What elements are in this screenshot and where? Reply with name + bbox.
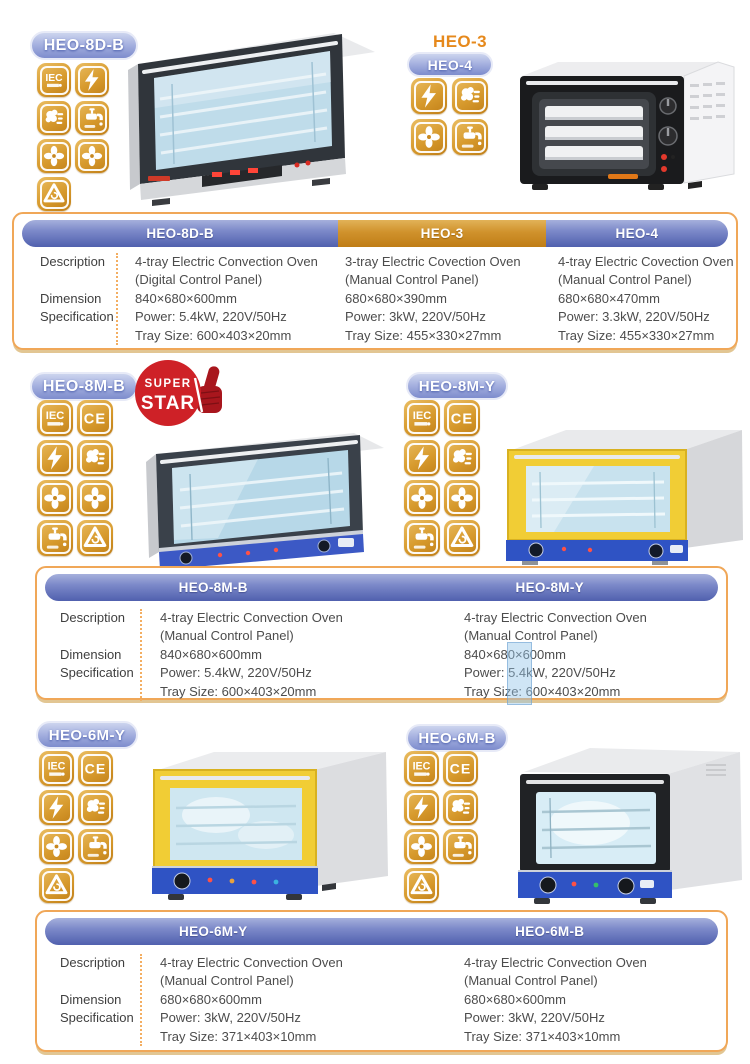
swirl-icon [77, 520, 113, 556]
dimension-value: 680×680×390mm [345, 290, 447, 306]
ce-icon [78, 751, 113, 786]
ce-icon [443, 751, 478, 786]
swirl-icon [37, 177, 71, 211]
table-header-heo-8m-b: HEO-8M-B [45, 574, 382, 601]
model-badge-heo-8m-b [30, 372, 138, 401]
svg-text:CE: CE [450, 411, 474, 428]
steam-icon [452, 78, 488, 114]
super-star-badge [133, 356, 229, 430]
power-spec: Power: 5.4kW, 220V/50Hz [464, 665, 616, 681]
iec-icon [39, 751, 74, 786]
description-line-1: 4-tray Electric Convection Oven [135, 254, 318, 269]
spec-table-3 [35, 910, 728, 1052]
fan-icon [75, 139, 109, 173]
spec-column-heo-6m-y [142, 954, 464, 1046]
model-label-heo-3: HEO-3 [433, 32, 487, 51]
tray-size-spec: Tray Size: 371×403×10mm [464, 1028, 621, 1044]
spec-column-heo-6m-b [464, 954, 726, 1046]
oven-photo-heo-8m-b [128, 426, 390, 572]
spec-column-heo-4 [558, 253, 736, 345]
dimension-value: 840×680×600mm [160, 646, 262, 662]
table-header-heo-8m-y: HEO-8M-Y [382, 574, 719, 601]
tray-size-spec: Tray Size: 600×403×20mm [135, 327, 292, 343]
spec-table-2 [35, 566, 728, 700]
swirl-icon [404, 868, 439, 903]
spec-column-heo-3 [345, 253, 558, 345]
oven-photo-heo-3-4 [512, 54, 744, 194]
model-badge-label: HEO-8M-B [42, 377, 126, 395]
swirl-icon [39, 868, 74, 903]
table-header-heo-6m-b: HEO-6M-B [382, 918, 719, 945]
svg-text:CE: CE [449, 760, 472, 777]
table-header-heo-8d-b: HEO-8D-B [22, 220, 338, 247]
tray-size-spec: Tray Size: 455×330×27mm [345, 327, 502, 343]
model-badge-heo-6m-y [36, 721, 138, 749]
svg-text:CE: CE [84, 760, 107, 777]
tray-size-spec: Tray Size: 600×403×20mm [464, 683, 621, 699]
svg-text:IEC: IEC [45, 73, 63, 85]
model-badge-heo-6m-b [406, 724, 508, 752]
spec-column-heo-8m-y [464, 609, 726, 701]
fan-icon [37, 139, 71, 173]
certification-icons-heo-8d-b [37, 63, 109, 211]
steam-icon [37, 101, 71, 135]
svg-text:IEC: IEC [45, 410, 65, 423]
fan-icon [404, 829, 439, 864]
description-line-2: (Digital Control Panel) [135, 272, 263, 288]
fan-icon [37, 480, 73, 516]
fan-icon [444, 480, 480, 516]
lightning-icon [75, 63, 109, 97]
oven-photo-heo-8d-b [112, 24, 390, 206]
faucet-icon [452, 119, 488, 155]
oven-photo-heo-8m-y [494, 420, 744, 566]
row-label-specification: Specification [60, 1010, 134, 1026]
iec-icon [404, 400, 440, 436]
row-label-description: Description [60, 610, 126, 625]
power-spec: Power: 3kW, 220V/50Hz [160, 1010, 301, 1026]
svg-text:IEC: IEC [412, 410, 432, 423]
certification-icons-heo-8m-b [37, 400, 113, 556]
model-badge-heo-4 [407, 52, 493, 77]
table-header-heo-3: HEO-3 [338, 220, 546, 247]
table-header-heo-6m-y: HEO-6M-Y [45, 918, 382, 945]
faucet-icon [75, 101, 109, 135]
iec-icon [37, 63, 71, 97]
description-line-2: (Manual Control Panel) [160, 973, 294, 989]
fan-icon [77, 480, 113, 516]
oven-photo-heo-6m-b [510, 738, 745, 906]
spec-table-3-header [45, 918, 718, 945]
description-line-1: 4-tray Electric Covection Oven [558, 254, 734, 269]
svg-text:SUPER: SUPER [144, 378, 192, 390]
power-spec: Power: 3kW, 220V/50Hz [464, 1010, 605, 1026]
model-badge-label: HEO-8D-B [43, 36, 125, 54]
description-line-2: (Manual Control Panel) [160, 628, 294, 644]
iec-icon [37, 400, 73, 436]
model-badge-label: HEO-6M-B [418, 729, 496, 747]
lightning-icon [39, 790, 74, 825]
tray-size-spec: Tray Size: 455×330×27mm [558, 327, 715, 343]
svg-text:CE: CE [83, 411, 107, 428]
certification-icons-heo-3-4 [411, 78, 488, 155]
row-labels [40, 253, 118, 345]
description-line-1: 4-tray Electric Convection Oven [160, 955, 343, 970]
lightning-icon [404, 790, 439, 825]
steam-icon [443, 790, 478, 825]
row-label-specification: Specification [40, 309, 114, 325]
description-line-2: (Manual Control Panel) [464, 628, 598, 644]
lightning-icon [411, 78, 447, 114]
lightning-icon [404, 440, 440, 476]
text-selection-highlight [507, 642, 532, 705]
description-line-1: 4-tray Electric Convection Oven [160, 610, 343, 625]
row-label-dimension: Dimension [60, 991, 122, 1007]
power-spec: Power: 5.4kW, 220V/50Hz [160, 665, 312, 681]
dimension-value: 680×680×470mm [558, 290, 660, 306]
row-label-description: Description [60, 955, 126, 970]
description-line-2: (Manual Control Panel) [558, 272, 692, 288]
description-line-1: 4-tray Electric Convection Oven [464, 610, 647, 625]
fan-icon [404, 480, 440, 516]
steam-icon [78, 790, 113, 825]
tray-size-spec: Tray Size: 600×403×20mm [160, 683, 317, 699]
faucet-icon [78, 829, 113, 864]
dimension-value: 680×680×600mm [160, 991, 262, 1007]
ce-icon [444, 400, 480, 436]
model-badge-heo-8m-y [406, 372, 508, 400]
power-spec: Power: 3.3kW, 220V/50Hz [558, 309, 710, 325]
row-label-dimension: Dimension [60, 646, 122, 662]
spec-column-heo-8d-b [118, 253, 345, 345]
certification-icons-heo-6m-y [39, 751, 113, 903]
steam-icon [77, 440, 113, 476]
description-line-2: (Manual Control Panel) [464, 973, 598, 989]
oven-photo-heo-6m-y [146, 740, 391, 905]
row-label-dimension: Dimension [40, 290, 102, 306]
swirl-icon [444, 520, 480, 556]
description-line-1: 3-tray Electric Covection Oven [345, 254, 521, 269]
svg-text:IEC: IEC [412, 760, 431, 773]
certification-icons-heo-8m-y [404, 400, 480, 556]
model-badge-label: HEO-6M-Y [48, 726, 126, 744]
ce-icon [77, 400, 113, 436]
table-header-heo-4: HEO-4 [546, 220, 728, 247]
model-badge-label: HEO-4 [427, 56, 473, 73]
faucet-icon [37, 520, 73, 556]
row-label-description: Description [40, 254, 106, 269]
power-spec: Power: 5.4kW, 220V/50Hz [135, 309, 287, 325]
row-label-specification: Specification [60, 665, 134, 681]
dimension-value: 840×680×600mm [464, 646, 566, 662]
spec-table-1 [12, 212, 738, 350]
fan-icon [411, 119, 447, 155]
row-labels [60, 954, 142, 1046]
spec-column-heo-8m-b [142, 609, 464, 701]
faucet-icon [404, 520, 440, 556]
description-line-1: 4-tray Electric Convection Oven [464, 955, 647, 970]
steam-icon [444, 440, 480, 476]
tray-size-spec: Tray Size: 371×403×10mm [160, 1028, 317, 1044]
lightning-icon [37, 440, 73, 476]
model-badge-label: HEO-8M-Y [418, 377, 496, 395]
fan-icon [39, 829, 74, 864]
description-line-2: (Manual Control Panel) [345, 272, 479, 288]
power-spec: Power: 3kW, 220V/50Hz [345, 309, 486, 325]
row-labels [60, 609, 142, 701]
faucet-icon [443, 829, 478, 864]
svg-text:IEC: IEC [47, 760, 66, 773]
certification-icons-heo-6m-b [404, 751, 478, 903]
svg-text:STAR: STAR [140, 393, 196, 414]
dimension-value: 680×680×600mm [464, 991, 566, 1007]
dimension-value: 840×680×600mm [135, 290, 237, 306]
iec-icon [404, 751, 439, 786]
spec-table-1-header [22, 220, 728, 247]
spec-table-2-header [45, 574, 718, 601]
